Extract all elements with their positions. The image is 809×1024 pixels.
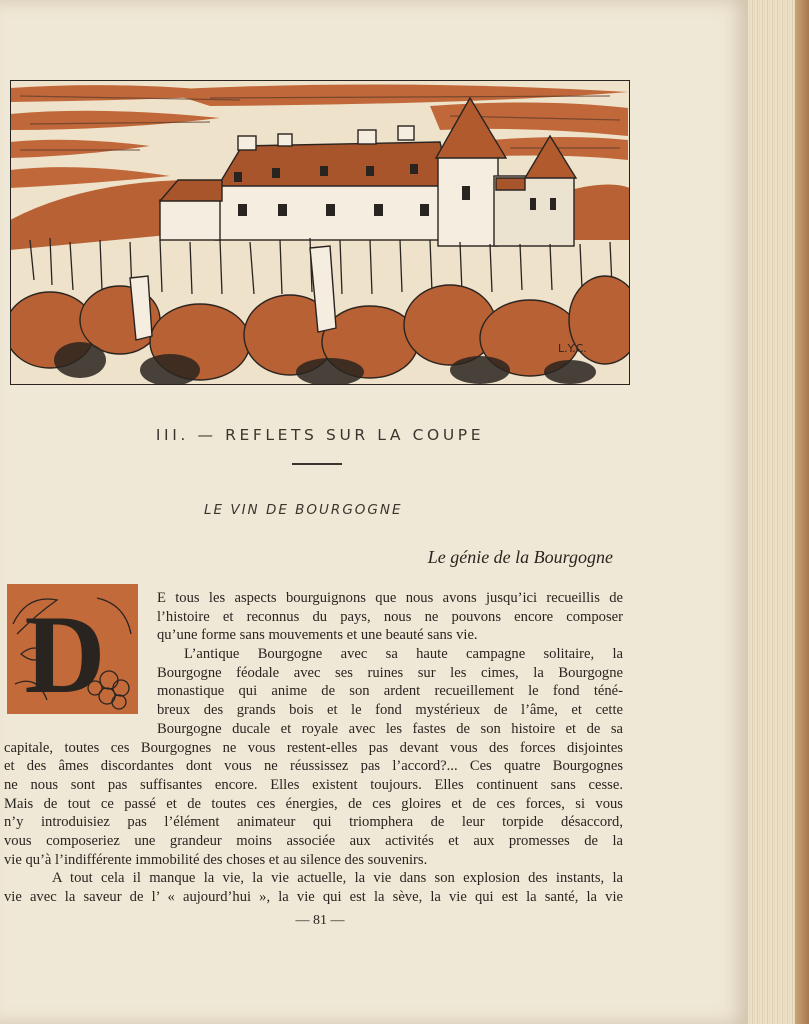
page-number: — 81 — [295, 913, 345, 928]
body-line: monastique qui anime de son ardent recueillement le fond téné- [157, 683, 623, 700]
body-line: Mais de tout ce passé et de toutes ces énergies, de ces gloires et de ces forces, si vous [4, 795, 623, 812]
body-line: n’y introduisiez pas l’élément animateur qui triomphera de leur torpide désaccord, [4, 814, 623, 831]
artist-signature: L.Y.C. [558, 342, 587, 355]
subsection-title: Le génie de la Bourgogne [427, 547, 613, 567]
body-line: Bourgogne féodale avec ses ruines sur les cimes, la Bourgogne [157, 664, 623, 681]
body-line: et des âmes discordantes dont vous ne réussissez pas l’accord?... Ces quatre Bourgognes [4, 758, 623, 775]
body-line: vous composeriez une grandeur moins associée aux activités et aux promesses de la [4, 832, 623, 849]
body-line: vie avec la saveur de l’ « aujourd’hui », la vie qui est la sève, la vie qui est la santé, la vie [4, 889, 623, 905]
body-paragraph [4, 589, 623, 907]
body-line: l’histoire et reconnus du pays, nous ne pouvons encore composer [157, 608, 623, 625]
body-line: ne nous sont pas suffisantes encore. Elles existent toujours. Elles continuent sans cesse. [4, 776, 623, 793]
page-edges [748, 0, 809, 1024]
section-title: LE VIN DE BOURGOGNE [204, 502, 403, 518]
dropcap-letter: D [24, 593, 106, 714]
chapter-title: III. — REFLETS SUR LA COUPE [155, 426, 485, 444]
body-line: L’antique Bourgogne avec sa haute campagne solitaire, la [184, 646, 623, 663]
body-line: qu’une forme sans mouvements et une beauté sans vie. [157, 627, 478, 644]
body-line: vie qu’à l’indifférente immobilité des choses et au silence des souvenirs. [4, 851, 428, 868]
book-spine [795, 0, 809, 1024]
body-line: Bourgogne ducale et royale avec les fastes de son histoire et de sa [157, 720, 623, 737]
title-divider [292, 463, 342, 465]
body-line: A tout cela il manque la vie, la vie actuelle, la vie dans son explosion des instants, la [52, 870, 623, 887]
body-line: E tous les aspects bourguignons que nous avons jusqu’ici recueillis de [157, 590, 623, 606]
body-line: capitale, toutes ces Bourgognes ne vous restent-elles pas devant vous des forces disjointes [4, 739, 623, 756]
body-line: breux des grands bois et le fond mystérieux de l’âme, et cette [157, 702, 623, 719]
chateau-vineyard-illustration [10, 80, 630, 385]
